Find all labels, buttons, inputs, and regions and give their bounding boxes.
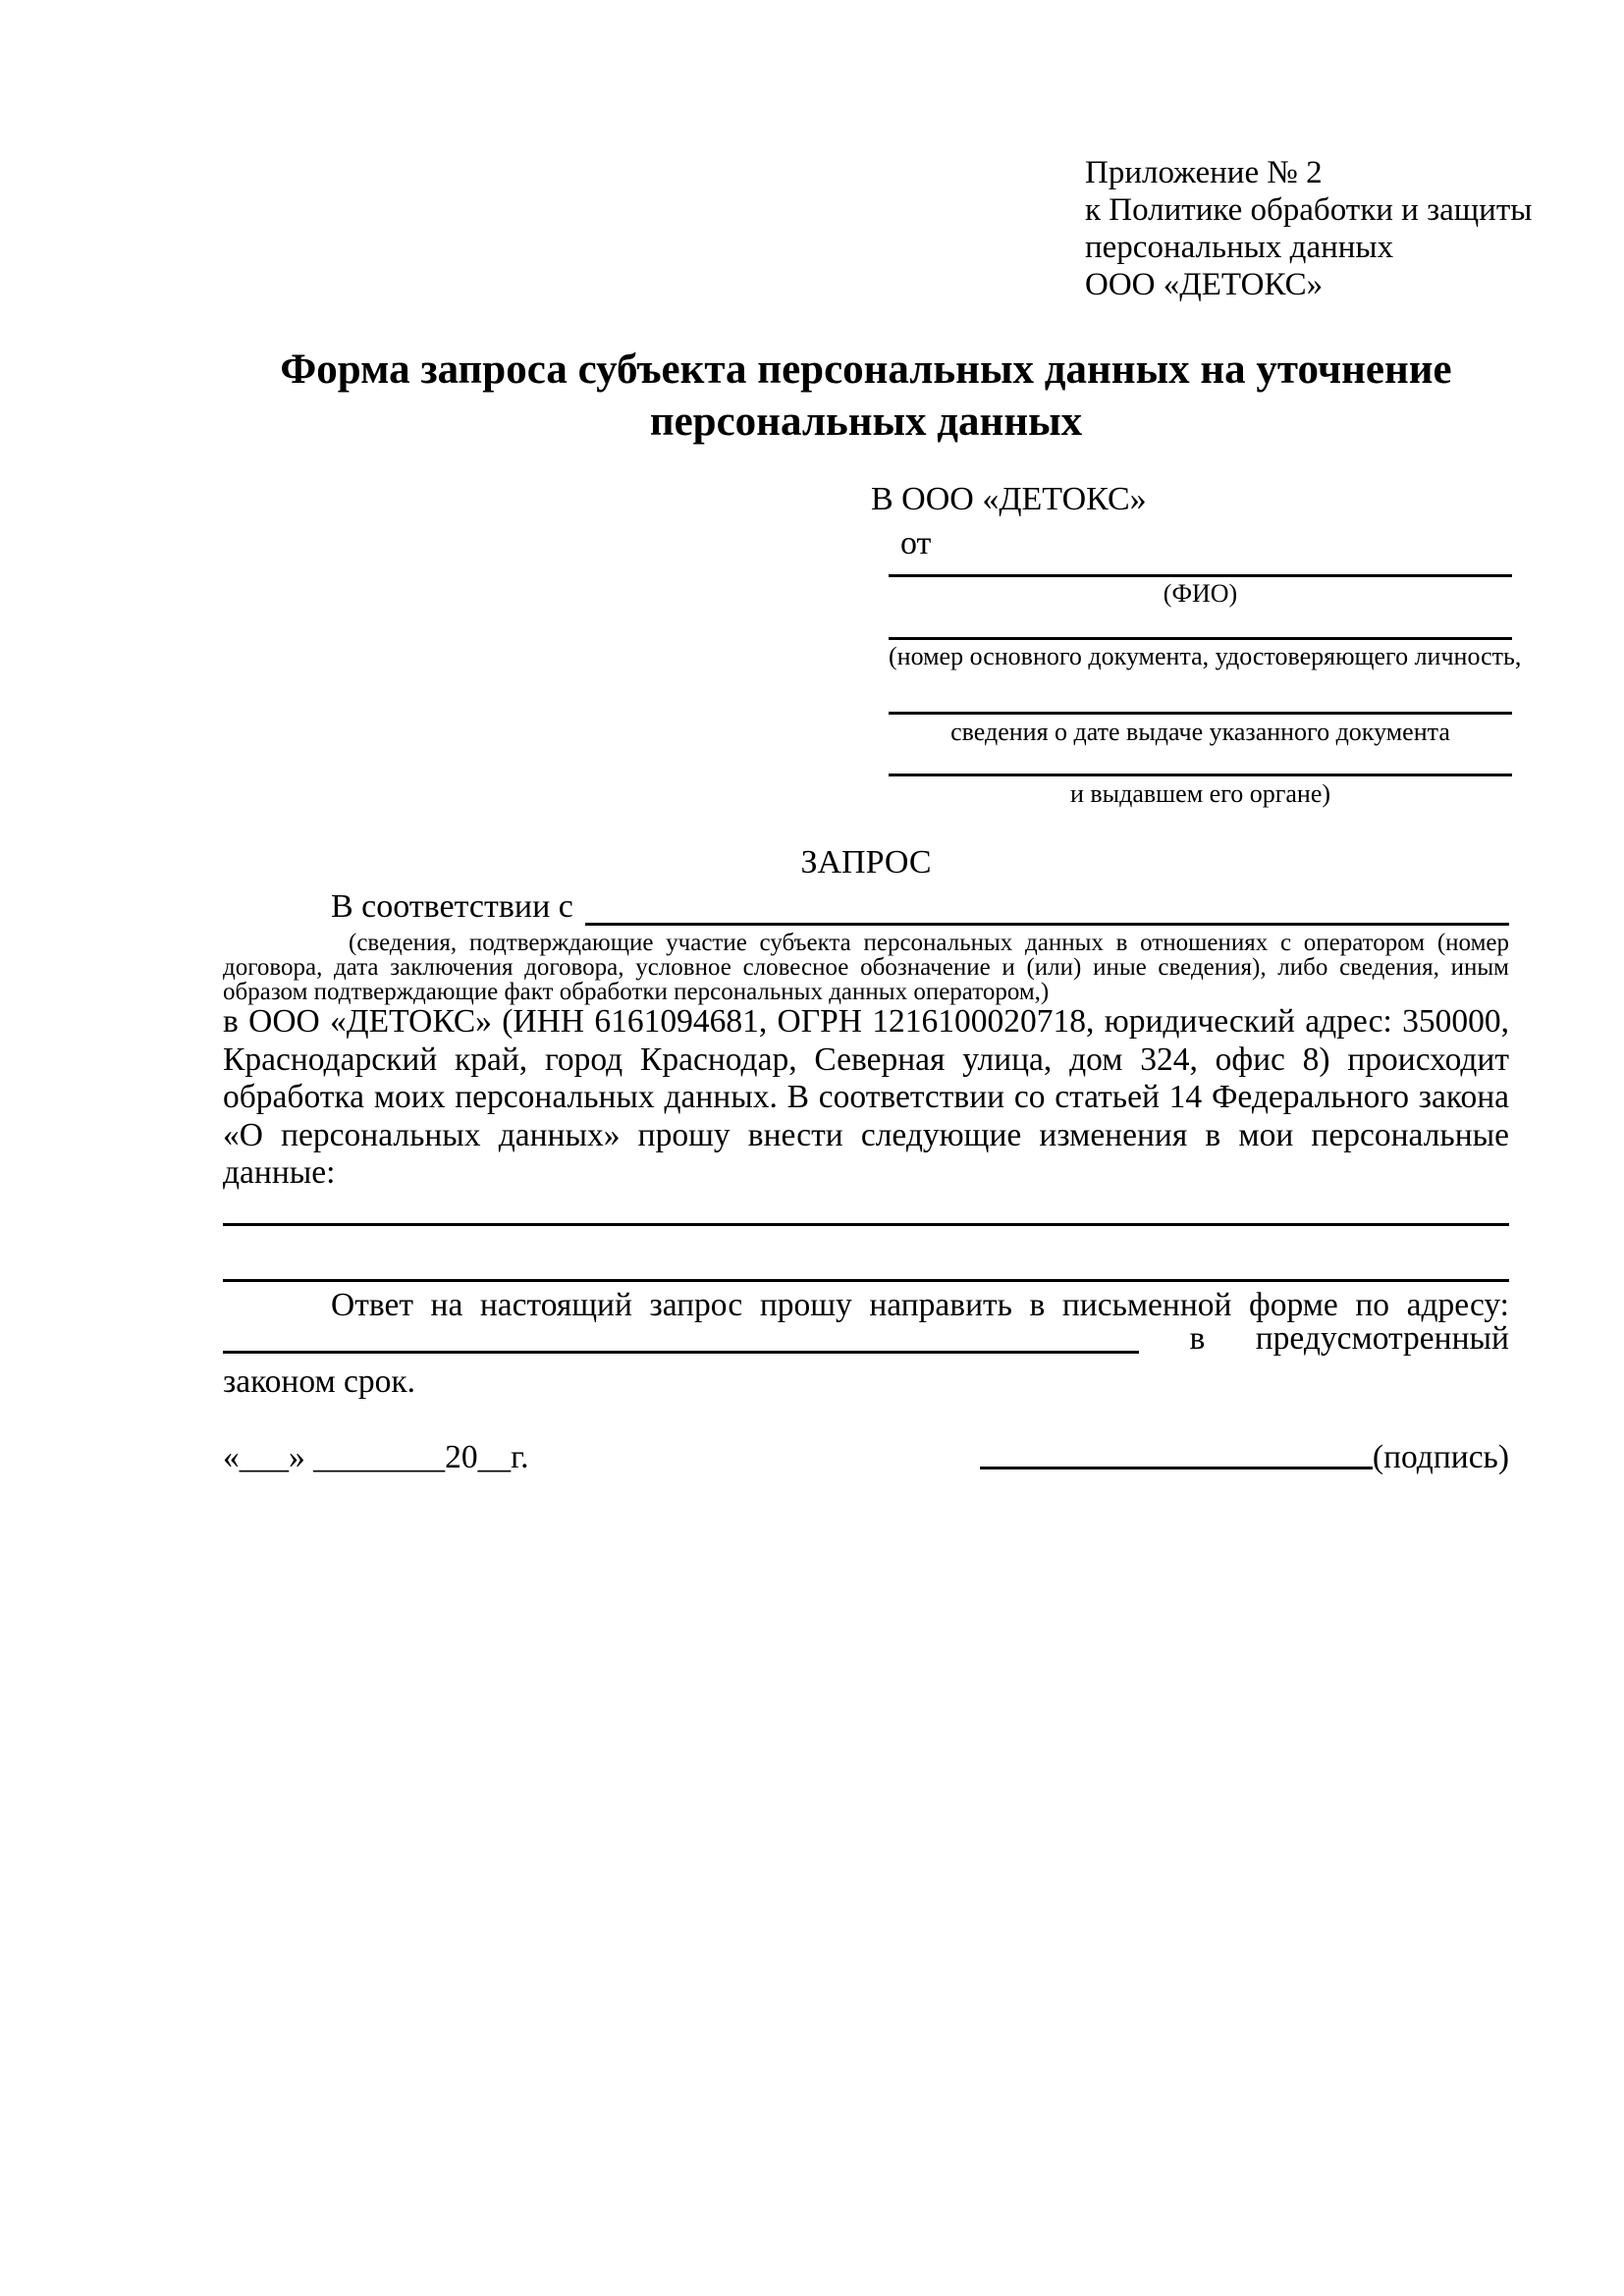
appendix-header-line: к Политике обработки и защиты: [1085, 192, 1533, 228]
intro-note: (сведения, подтверждающие участие субъекта персональных данных в отношениях с оператором (номер договора, дата заключения договора, условное словесное обозначение и (или) иные сведения), либо сведения, иным образом подтверждающие факт обработки персональных данных оператором,): [223, 930, 1509, 1005]
request-body: в ООО «ДЕТОКС» (ИНН 6161094681, ОГРН 1216100020718, юридический адрес: 350000, Краснодарский край, город Краснодар, Северная улица, дом 324, офис 8) происходит обработка моих персональных данных. В соответствии со статьей 14 Федерального закона «О персональных данных» прошу внести следующие изменения в мои персональные данные:: [223, 1003, 1509, 1191]
address-blank-line: [223, 1351, 1139, 1354]
document-title: Форма запроса субъекта персональных данных на уточнение персональных данных: [280, 347, 1452, 445]
request-heading: ЗАПРОС: [800, 844, 932, 881]
appendix-header: [1085, 154, 1532, 303]
fio-caption: (ФИО): [1163, 579, 1238, 608]
signature-row: [223, 1437, 1509, 1476]
signature-area: [980, 1439, 1509, 1476]
reply-end: законом срок.: [223, 1363, 416, 1400]
issue-date-blank-line: [889, 712, 1512, 715]
appendix-header-line: персональных данных: [1085, 230, 1394, 265]
changes-blank-line: [223, 1223, 1509, 1226]
document-number-blank-line: [889, 637, 1512, 640]
addressee-to: В ООО «ДЕТОКС»: [871, 481, 1147, 517]
intro-blank-line: [585, 923, 1509, 926]
reply-address-row: [223, 1318, 1509, 1358]
date-fill-in: «___» ________20__г.: [223, 1439, 529, 1475]
signature-blank-line: [980, 1467, 1373, 1469]
document-number-caption: (номер основного документа, удостоверяющего личность,: [889, 642, 1522, 670]
issuing-authority-blank-line: [889, 774, 1512, 776]
changes-blank-line: [223, 1279, 1509, 1282]
reply-word: предусмотренный: [1255, 1320, 1509, 1357]
reply-word: в: [1189, 1320, 1206, 1357]
appendix-header-line: ООО «ДЕТОКС»: [1085, 267, 1324, 302]
intro-row: [331, 886, 1509, 926]
reply-sentence: Ответ на настоящий запрос прошу направить в письменной форме по адресу:: [331, 1287, 1509, 1323]
intro-prefix: В соответствии с: [331, 888, 573, 925]
fio-blank-line: [889, 574, 1512, 577]
issuing-authority-caption: и выдавшем его органе): [1069, 779, 1331, 808]
appendix-header-line: Приложение № 2: [1085, 155, 1323, 190]
issue-date-caption: сведения о дате выдаче указанного документа: [950, 718, 1450, 746]
addressee-from-label: от: [900, 525, 932, 561]
signature-caption: (подпись): [1372, 1439, 1509, 1475]
